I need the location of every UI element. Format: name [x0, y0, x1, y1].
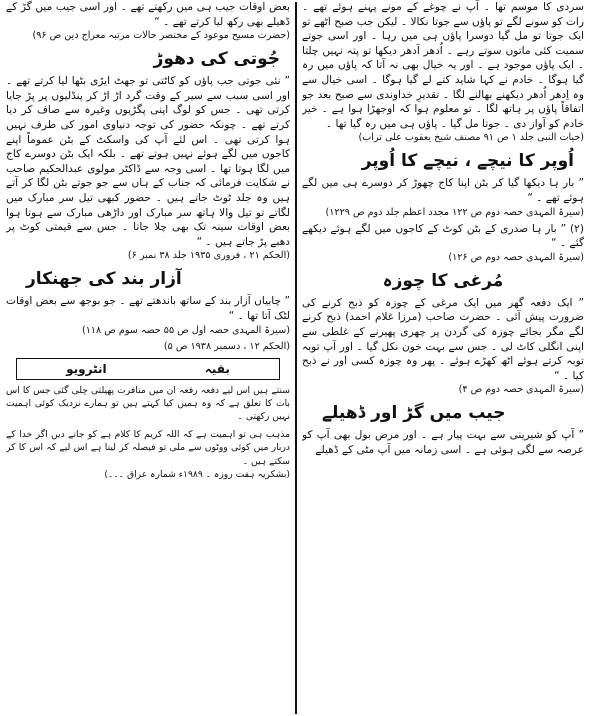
column-divider: [295, 2, 297, 714]
left-section1-paragraph: ” نئی جوتی جب پاؤں کو کاٹتی تو جھٹ ایڑی بٹھا لیا کرتے تھے ۔ اور اسی سبب سے سیر کے وقت گرد اڑ اڑ کر پنڈلیوں پر پڑ جایا کرتی تھی ۔ جس کو لوگ اپنی پگڑیوں وغیرہ سے صاف کر دیا کرتے تھے ۔ چونکہ حضور کی توجہ دنیاوی امور کی طرف نہیں ہوا کرتی تھی ۔ اس لئے آپ کی واسکٹ کے بٹن عموماً اپنے کاجوں میں لگے ہوئے نہیں ہوتے تھے ۔ بلکہ ایک بٹن دوسرے کاج میں لگا ہوتا تھا ۔ اسی وجہ سے ڈاکٹر مولوی عبدالحکیم صاحب نے شکایت فرمائی کہ جناب کے ہاں سے جو جوتے بٹن لگا کر آتے ہیں وہ جلد ٹوٹ جاتے ہیں ۔ حضور کبھی تیل سر مبارک میں لگاتے تو تیل والا ہاتھ سر مبارک اور داڑھی مبارک سے ہوتا ہوا بعض اوقات سینہ تک بھی چلا جاتا ۔ جس سے قیمتی کوٹ پر دھبے پڑ جاتے ہیں ۔ “: [6, 75, 290, 248]
left-intro-reference: (حضرت مسیح موعود کے مختصر حالات مرتبہ معراج دین ص ۹۶): [32, 30, 290, 42]
heading-jeb-mein-gur: جیب میں گڑ اور ڈھیلے: [322, 403, 506, 424]
section3-paragraph: ” آپ کو شیرینی سے بہت پیار ہے ۔ اور مرض بول بھی آپ کو عرصہ سے لگی ہوئی ہے ۔ اسی زمانہ میں آپ مٹی کے ڈھیلے: [302, 429, 584, 456]
section1-paragraph1: ” بار ہا دیکھا گیا کر بٹن اپنا کاج چھوڑ کر دوسرے ہی میں لگے ہوئے تھے ۔ “: [302, 177, 584, 204]
heading-azaar-band: آزار بند کی جھنکار: [26, 269, 182, 290]
section2-reference: (سیرۃ المہدی حصہ دوم ص ۴): [458, 384, 584, 396]
left-section2-paragraph: ” چابیاں آزار بند کے ساتھ باندھتے تھے ۔ جو بوجھ سے بعض اوقات لٹک آتا تھا ۔ “: [6, 295, 290, 322]
left-section1-reference: (الحکم ۲۱ ، فروری ۱۹۳۵ جلد ۳۸ نمبر ۶): [127, 250, 290, 262]
right-column: [302, 0, 584, 716]
continuation-paragraph1: سنتے ہیں اس لیے دفعہ رفعہ ان میں منافرت پھیلتی چلی گئی جس کا اس بات کا تعلق ہے کہ وہ ہمیں کیا کہتے ہیں تو ہمارے نزدیک کوئی اہمیت نہیں رکھتی ۔: [6, 384, 290, 423]
right-intro-reference: (حیات النبی جلد ۱ ص ۹۱ مصنف شیخ یعقوب علی تراب): [358, 132, 584, 144]
continuation-box-right-label: بقیہ: [204, 361, 230, 376]
right-intro-text: سردی کا موسم تھا ۔ آپ نے چوغے کے مونے پہنے ہوئے تھے ۔ رات کو سونے لگے تو پاؤں سے جوتا نکالا ۔ لیکن جب صبح اٹھے تو ایک جوتا تو مل گیا دوسرا پاؤں ہی میں رہا ۔ اور اسی جوتے سمیت کئی ماتوں سوتے رہے ۔ اُدھر آدھر دیکھا تو پتہ نہیں چلتا ۔ ایک پاؤں موجود ہے ۔ اور یہ خیال بھی نہ آتا کہ پاؤں میں رہ گیا ہوگا ۔ خادم نے کہا شاید کتے لے گیا ہوگا ۔ اسی خیال سے وہ اِدھر اُدھر دیکھنے بھالنے لگا ۔ تقدیرِ خداوندی سے صبح بعد جو اتفاقاً پاؤں پر ہاتھ لگا ۔ تو معلوم ہوا کہ اوجھڑا ہوا ہے ۔ خیر خادم کو آواز دی ۔ جوتا مل گیا ۔ پاؤں ہی میں رہ گیا تھا ۔: [302, 1, 584, 130]
left-section2-reference1: (سیرۃ المہدی حصہ اول ص ۵۵ حصہ سوم ص ۱۱۸): [81, 324, 290, 336]
continuation-paragraph2: مذہب ہی تو اہمیت ہے کہ اللہ کریم کا کلام ہے کو جانے دیں اگر خدا کے دربار میں کوئی ووٹوں سے ملی تو فیصلہ کر لینا ہے اس لیے کہ اس کا کر سکتے ہیں ۔: [6, 428, 290, 467]
left-intro-text: بعض اوقات جیب ہی میں رکھتے تھے ۔ اور اسی جیب میں گڑ کے ڈھیلے بھی رکھ لیا کرتے تھے ۔ “: [6, 1, 290, 28]
left-section2-reference2: (الحکم ۱۲ ، دسمبر ۱۹۳۸ ص ۵): [163, 340, 290, 352]
heading-murghi-ka-chooza: مُرغی کا چوزہ: [382, 270, 504, 291]
section2-paragraph: ” ایک دفعہ گھر میں ایک مرغی کے چوزہ کو ذبح کرنے کی ضرورت پیش آئی ۔ حضرت صاحب (مرزا غلام احمد) ذبح کرنے لگے مگر بجائے چوزہ کی گردن پر چھری پھیرنے کے غلطی سے اپنی انگلی کاٹ لی ۔ جس سے بہت خون نکل گیا ۔ اور آپ توبہ توبہ کرتے ہوئے اٹھ کھڑے ہوئے ۔ پھر وہ چوزہ کسی اور نے ذبح کیا ۔ “: [302, 296, 584, 382]
section1-paragraph2: (۲) ” بار ہا صدری کے بٹن کوٹ کے کاجوں میں لگے ہوئے دیکھے گئے ۔ “: [302, 222, 584, 250]
section1-reference1: (سیرۃ المہدی حصہ دوم ص ۱۲۲ مجدد اعظم جلد دوم ص ۱۲۲۹): [325, 206, 584, 218]
continuation-reference: (بشکریہ ہفت روزہ ۔ ۱۹۸۹ء شمارہ عراق ۔۔۔): [104, 468, 290, 480]
heading-upar-neeche: اُوپر کا نیچے ، نیچے کا اُوپر: [361, 151, 574, 172]
heading-jooti-ki-dhoor: جُوتی کی دھوڑ: [153, 49, 280, 70]
left-column: [6, 0, 290, 716]
continuation-box-left-label: انٹرویو: [66, 361, 107, 376]
section1-reference2: (سیرۃ المہدی حصہ دوم ص ۱۲۶): [448, 251, 584, 263]
continuation-box: [16, 358, 280, 380]
